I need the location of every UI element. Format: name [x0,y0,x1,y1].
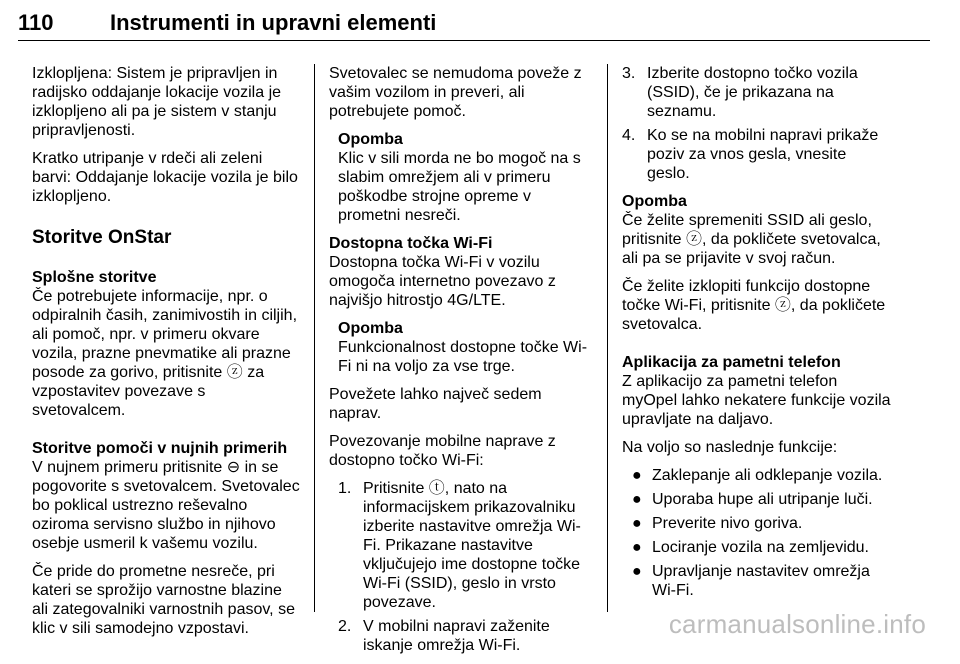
note-text: Klic v sili morda ne bo mogoč na s slabim omrežjem ali v primeru poškodbe strojne opreme v prometni nesreči. [338,150,581,224]
page-title: Instrumenti in upravni elementi [110,10,437,35]
paragraph: Svetovalec se nemudoma poveže z vašim vozilom in preveri, ali potrebujete pomoč. [329,65,582,120]
list-item [622,562,892,600]
bullet-icon: ● [632,515,642,532]
subsection-heading: Aplikacija za pametni telefon [622,354,841,371]
bullet-list [622,466,892,600]
note-title: Opomba [622,193,687,210]
list-text: Ko se na mobilni napravi prikaže poziv za vnos gesla, vnesite geslo. [647,127,879,182]
list-text: Lociranje vozila na zemljevidu. [652,539,869,556]
list-number: 3. [622,65,636,82]
list-text: Pritisnite ⓣ, nato na informacijskem prikazovalniku izberite nastavitve omrežja Wi-Fi. Prikazane nastavitve vključujejo ime dostopne točke Wi-Fi (SSID), geslo in vrsto povezave. [363,480,581,611]
list-text: Zaklepanje ali odklepanje vozila. [652,467,883,484]
paragraph: Na voljo so naslednje funkcije: [622,439,838,456]
paragraph: Z aplikacijo za pametni telefon myOpel lahko nekatere funkcije vozila upravljate na daljavo. [622,373,891,428]
note-title: Opomba [338,320,403,337]
section-title: Storitve OnStar [32,227,172,248]
note-box [329,130,597,225]
list-item [622,466,892,485]
numbered-list [622,64,892,183]
list-text: Izberite dostopno točko vozila (SSID), če je prikazana na seznamu. [647,65,858,120]
page-header [18,6,930,41]
note-box [622,192,892,268]
subsection-heading: Storitve pomoči v nujnih primerih [32,440,288,457]
numbered-list [329,479,597,655]
column-divider-1 [314,64,315,612]
list-text: Upravljanje nastavitev omrežja Wi-Fi. [652,563,870,599]
list-number: 1. [338,480,352,497]
paragraph: Povezovanje mobilne naprave z dostopno točko Wi-Fi: [329,433,556,469]
column-1 [32,64,300,647]
note-title: Opomba [338,131,403,148]
list-item [622,538,892,557]
note-text: Če želite spremeniti SSID ali geslo, pritisnite ⓩ, da pokličete svetovalca, ali pa se prijavite v svoj račun. [622,212,881,267]
list-text: Uporaba hupe ali utripanje luči. [652,491,873,508]
bullet-icon: ● [632,467,642,484]
subsection-heading: Splošne storitve [32,269,157,286]
column-3 [622,64,892,609]
paragraph: Dostopna točka Wi-Fi v vozilu omogoča internetno povezavo z najvišjo hitrostjo 4G/LTE. [329,254,556,309]
list-item [338,479,597,612]
list-text: V mobilni napravi zaženite iskanje omrežja Wi-Fi. [363,618,550,654]
paragraph: Povežete lahko največ sedem naprav. [329,386,542,422]
paragraph: Če potrebujete informacije, npr. o odpiralnih časih, zanimivostih in ciljih, ali pomoč, npr. v primeru okvare vozila, prazne pnevmatike ali prazne posode za gorivo, pritisnite ⓩ za vzpostavitev povezave s svetovalcem. [32,288,298,419]
paragraph: Izklopljena: Sistem je pripravljen in radijsko oddajanje lokacije vozila je izklopljeno ali pa je sistem v stanju pripravljenosti. [32,65,282,139]
bullet-icon: ● [632,539,642,556]
note-box [329,319,597,376]
list-item [338,617,597,655]
paragraph: Če pride do prometne nesreče, pri kateri se sprožijo varnostne blazine ali zategovalniki varnostnih pasov, se klic v sili samodejno vzpostavi. [32,563,295,637]
list-number: 4. [622,127,636,144]
list-number: 2. [338,618,352,635]
list-item [622,126,892,183]
page-number: 110 [18,10,54,35]
paragraph: V nujnem primeru pritisnite ⊖ in se pogovorite s svetovalcem. Svetovalec bo poklical ustrezno reševalno oziroma servisno službo in njihovo osebje usmeril k vašemu vozilu. [32,459,300,552]
list-item [622,490,892,509]
bullet-icon: ● [632,491,642,508]
list-text: Preverite nivo goriva. [652,515,803,532]
list-item [622,514,892,533]
paragraph: Če želite izklopiti funkcijo dostopne točke Wi-Fi, pritisnite ⓩ, da pokličete svetovalca. [622,278,886,333]
watermark: carmanualsonline.info [668,609,926,639]
note-text: Funkcionalnost dostopne točke Wi-Fi ni na voljo za vse trge. [338,339,588,375]
bullet-icon: ● [632,563,642,580]
column-divider-2 [607,64,608,612]
subsection-heading: Dostopna točka Wi-Fi [329,235,493,252]
column-2 [329,64,597,664]
paragraph: Kratko utripanje v rdeči ali zeleni barvi: Oddajanje lokacije vozila je bilo izklopljeno. [32,150,298,205]
list-item [622,64,892,121]
